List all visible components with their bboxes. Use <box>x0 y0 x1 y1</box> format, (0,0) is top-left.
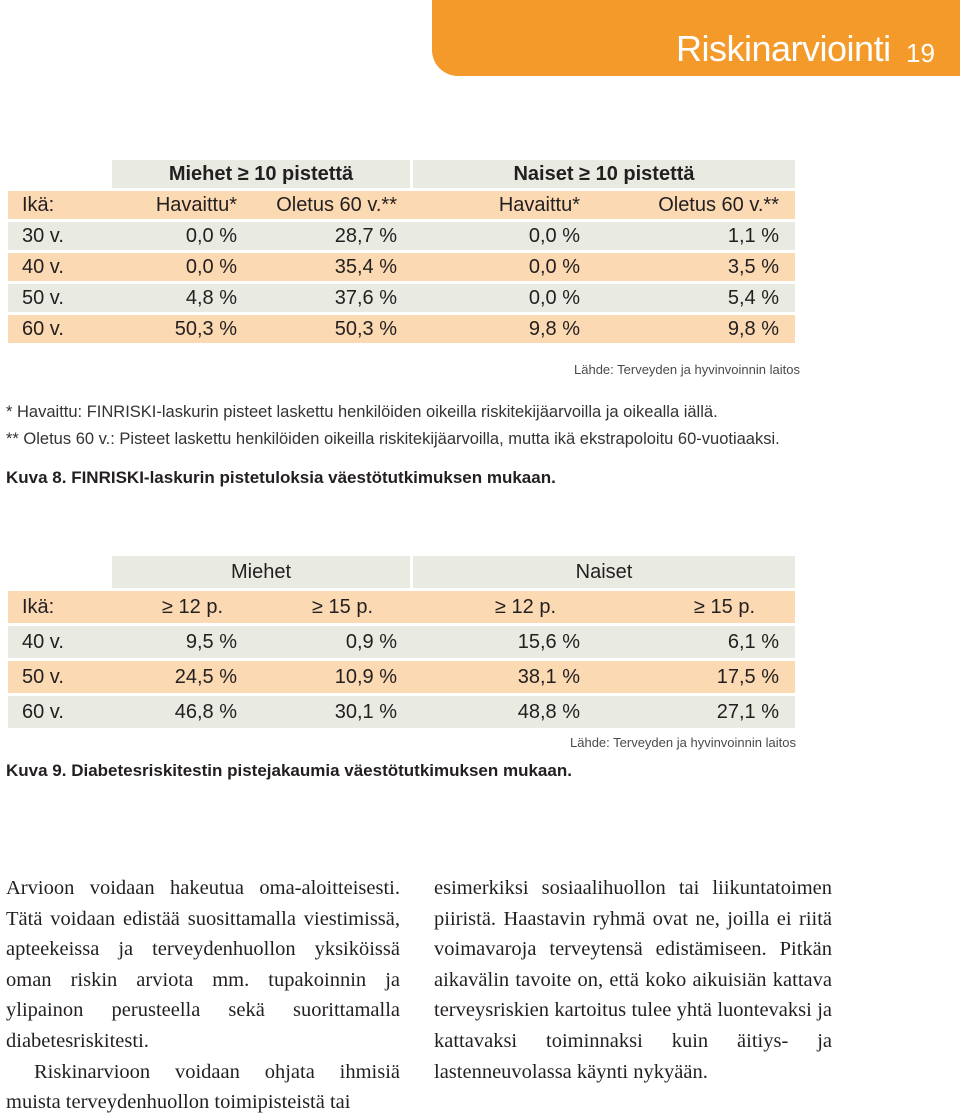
row-label: 40 v. <box>22 630 64 653</box>
row-label: 60 v. <box>22 700 64 723</box>
column-header: ≥ 12 p. <box>494 595 556 618</box>
table-cell: 24,5 % <box>174 665 237 688</box>
row-label: 30 v. <box>22 224 64 247</box>
body-column-right <box>434 873 832 1087</box>
column-header: Havaittu* <box>498 193 580 216</box>
table-cell: 5,4 % <box>727 286 779 309</box>
table-row <box>8 284 795 312</box>
figure-caption-8: Kuva 8. FINRISKI-laskurin pistetuloksia väestötutkimuksen mukaan. <box>6 468 556 487</box>
table-row <box>8 222 795 250</box>
table-cell: 48,8 % <box>517 700 580 723</box>
table-column-header-row <box>8 591 795 623</box>
row-label: 50 v. <box>22 286 64 309</box>
table-row <box>8 315 795 343</box>
table-cell: 0,0 % <box>528 224 580 247</box>
table-cell: 9,8 % <box>528 317 580 340</box>
table-cell: 10,9 % <box>334 665 397 688</box>
row-label: 50 v. <box>22 665 64 688</box>
section-title: Riskinarviointi <box>676 28 891 69</box>
table-row <box>8 661 795 693</box>
table-cell: 0,0 % <box>528 286 580 309</box>
group-header-women: Naiset <box>413 556 795 588</box>
column-header: ≥ 15 p. <box>693 595 755 618</box>
table-column-header-row <box>8 191 795 219</box>
column-header: ≥ 15 p. <box>311 595 373 618</box>
body-paragraph: Riskinarvioon voidaan ohjata ihmisiä muista terveydenhuollon toimipisteistä tai <box>6 1060 400 1114</box>
group-header-men: Miehet ≥ 10 pistettä <box>112 160 413 188</box>
figure-caption-9: Kuva 9. Diabetesriskitestin pistejakaumia väestötutkimuksen mukaan. <box>6 761 572 780</box>
table-row <box>8 253 795 281</box>
table1-source: Lähde: Terveyden ja hyvinvoinnin laitos <box>574 362 800 377</box>
column-header: Ikä: <box>22 595 55 618</box>
table-cell: 50,3 % <box>334 317 397 340</box>
table-cell: 0,0 % <box>185 255 237 278</box>
table-cell: 3,5 % <box>727 255 779 278</box>
table-group-header-row <box>8 556 795 588</box>
table-cell: 6,1 % <box>727 630 779 653</box>
table-cell: 35,4 % <box>334 255 397 278</box>
row-label: 40 v. <box>22 255 64 278</box>
table-cell: 50,3 % <box>174 317 237 340</box>
finriski-table <box>8 157 795 346</box>
table-cell: 17,5 % <box>716 665 779 688</box>
column-header: Ikä: <box>22 193 55 216</box>
table2-source: Lähde: Terveyden ja hyvinvoinnin laitos <box>570 735 796 750</box>
table-cell: 28,7 % <box>334 224 397 247</box>
table-cell: 0,9 % <box>345 630 397 653</box>
table-cell: 4,8 % <box>185 286 237 309</box>
footnote-assumed: ** Oletus 60 v.: Pisteet laskettu henkilöiden oikeilla riskitekijäarvoilla, mutta ikä ekstrapoloitu 60-vuotiaaksi. <box>6 430 780 448</box>
body-paragraph: esimerkiksi sosiaalihuollon tai liikuntatoimen piiristä. Haastavin ryhmä ovat ne, joilla ei riitä voimavaroja terveytensä edistämiseen. Pitkän aikavälin tavoite on, että koko aikuisiän kattava terveysriskien kartoitus tulee yhtä luontevaksi ja kattavaksi toiminnaksi kuin äitiys- ja lastenneuvolassa käynti nykyään. <box>434 877 832 1083</box>
group-header-men: Miehet <box>112 556 413 588</box>
table-group-header-row <box>8 160 795 188</box>
table-cell: 27,1 % <box>716 700 779 723</box>
column-header: Havaittu* <box>155 193 237 216</box>
table-cell: 15,6 % <box>517 630 580 653</box>
column-header: ≥ 12 p. <box>161 595 223 618</box>
body-column-left <box>6 873 400 1118</box>
body-paragraph: Arvioon voidaan hakeutua oma-aloitteisesti. Tätä voidaan edistää suosittamalla viestimissä, apteekeissa ja terveydenhuollon yksiköissä oman riskin arviota mm. tupakoinnin ja ylipainon perusteella sekä suorittamalla diabetesriskitesti. <box>6 877 400 1052</box>
table-cell: 0,0 % <box>528 255 580 278</box>
table-cell: 46,8 % <box>174 700 237 723</box>
diabetes-risk-table <box>8 553 795 731</box>
page-number: 19 <box>906 38 935 68</box>
table-cell: 37,6 % <box>334 286 397 309</box>
footnote-observed: * Havaittu: FINRISKI-laskurin pisteet laskettu henkilöiden oikeilla riskitekijäarvoilla ja oikealla iällä. <box>6 403 718 421</box>
row-label: 60 v. <box>22 317 64 340</box>
table-cell: 9,5 % <box>185 630 237 653</box>
table-cell: 0,0 % <box>185 224 237 247</box>
table-row <box>8 626 795 658</box>
column-header: Oletus 60 v.** <box>658 193 779 216</box>
group-header-women: Naiset ≥ 10 pistettä <box>413 160 795 188</box>
table-cell: 9,8 % <box>727 317 779 340</box>
table-cell: 38,1 % <box>517 665 580 688</box>
column-header: Oletus 60 v.** <box>276 193 397 216</box>
table-row <box>8 696 795 728</box>
table-cell: 1,1 % <box>727 224 779 247</box>
table-cell: 30,1 % <box>334 700 397 723</box>
